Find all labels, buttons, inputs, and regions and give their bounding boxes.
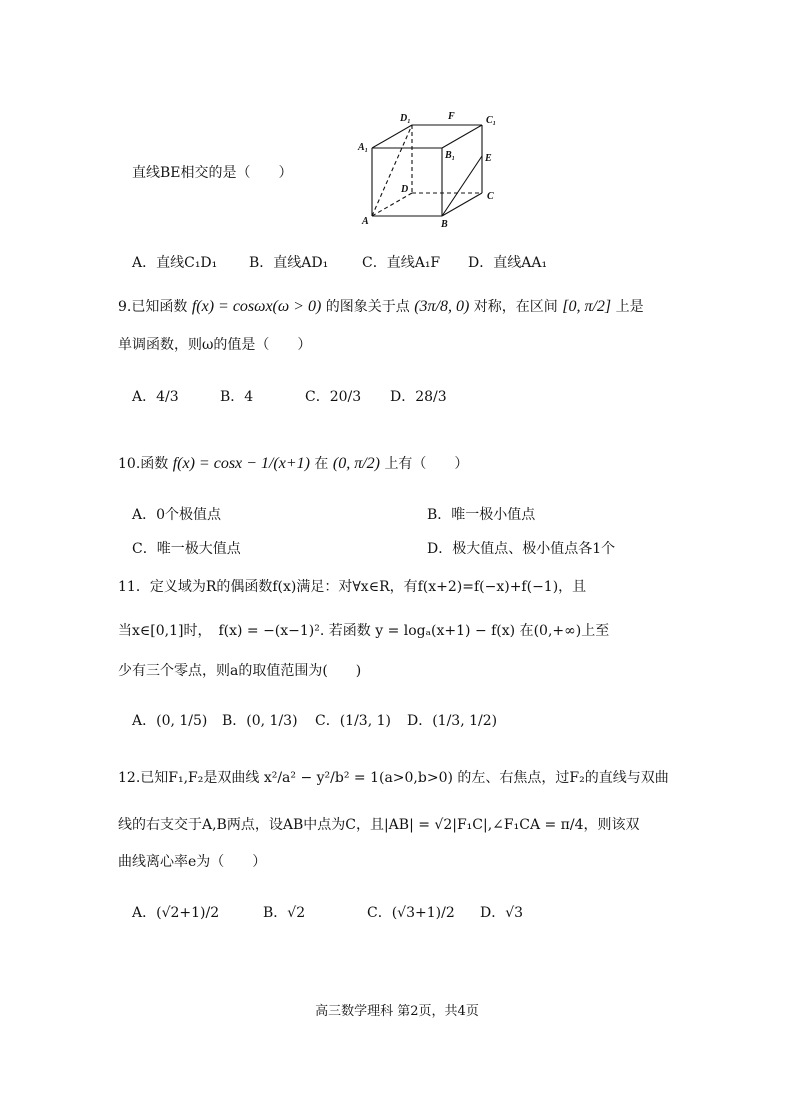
q9-option-b[interactable]: B．4 xyxy=(220,389,254,405)
q11-line2: 当x∈[0,1]时， f(x) = −(x−1)². 若函数 y = logₐ(x+1) − f(x) 在(0,+∞)上至 xyxy=(118,623,610,639)
q10-line1 xyxy=(118,453,468,473)
q12-option-c[interactable]: C．(√3+1)/2 xyxy=(367,905,455,921)
q12-line3: 曲线离心率e为（ ） xyxy=(118,854,267,870)
q8-option-c[interactable]: C．直线A₁F xyxy=(362,255,441,271)
label-D1: D₁ xyxy=(400,113,411,124)
q8-option-d[interactable]: D．直线AA₁ xyxy=(468,255,548,271)
label-A1: A₁ xyxy=(358,142,369,153)
q12-option-a[interactable]: A．(√2+1)/2 xyxy=(132,905,220,921)
q11-option-d[interactable]: D．(1/3, 1/2) xyxy=(407,713,498,729)
q8-option-b[interactable]: B．直线AD₁ xyxy=(249,255,329,271)
q10-text2: 在 xyxy=(314,456,329,472)
q12-line2: 线的右支交于A,B两点，设AB中点为C，且|AB| = √2|F₁C|,∠F₁CA = π/4，则该双 xyxy=(118,817,640,833)
q11-line3: 少有三个零点，则a的取值范围为( ) xyxy=(118,663,362,679)
q10-func: f(x) = cosx − 1/(x+1) xyxy=(172,455,310,472)
label-F: F xyxy=(448,111,455,122)
label-B1: B₁ xyxy=(445,150,456,161)
q9-text1: 已知函数 xyxy=(131,299,188,315)
q11-option-b[interactable]: B．(0, 1/3) xyxy=(222,713,298,729)
label-C1: C₁ xyxy=(486,115,497,126)
q12-line1: 12.已知F₁,F₂是双曲线 x²/a² − y²/b² = 1(a>0,b>0) 的左、右焦点，过F₂的直线与双曲 xyxy=(118,770,669,786)
q10-label: 10. xyxy=(118,456,141,472)
q10-option-b[interactable]: B．唯一极小值点 xyxy=(427,507,536,523)
q9-interval: [0, π/2] xyxy=(562,298,612,315)
q10-option-c[interactable]: C．唯一极大值点 xyxy=(132,541,241,557)
q11-option-c[interactable]: C．(1/3, 1) xyxy=(315,713,391,729)
q10-option-d[interactable]: D．极大值点、极小值点各1个 xyxy=(427,541,616,557)
cube-figure xyxy=(356,108,506,230)
q10-text3: 上有（ ） xyxy=(384,456,469,472)
page-footer: 高三数学理科 第2页，共4页 xyxy=(315,1004,479,1019)
label-D: D xyxy=(401,184,409,195)
label-A: A xyxy=(362,216,369,227)
q11-option-a[interactable]: A．(0, 1/5) xyxy=(132,713,208,729)
q12-option-b[interactable]: B．√2 xyxy=(263,905,306,921)
q9-line1 xyxy=(118,296,644,316)
q9-text2: 的图象关于点 xyxy=(325,299,410,315)
q8-stem-tail: 直线BE相交的是（ ） xyxy=(132,165,293,181)
q10-text1: 函数 xyxy=(140,456,169,472)
q10-interval: (0, π/2) xyxy=(332,455,380,472)
q11-line1: 11．定义域为R的偶函数f(x)满足：对∀x∈R，有f(x+2)=f(−x)+f(−1)，且 xyxy=(118,579,587,595)
q9-option-c[interactable]: C．20/3 xyxy=(305,389,362,405)
q9-option-a[interactable]: A．4/3 xyxy=(132,389,179,405)
q9-point: (3π/8, 0) xyxy=(414,298,470,315)
q9-text4: 上是 xyxy=(615,299,644,315)
q9-func: f(x) = cosωx(ω > 0) xyxy=(191,298,322,315)
q8-option-a[interactable]: A．直线C₁D₁ xyxy=(132,255,218,271)
label-C: C xyxy=(487,191,494,202)
q9-text3: 对称，在区间 xyxy=(473,299,558,315)
q9-label: 9. xyxy=(118,299,132,315)
label-B: B xyxy=(441,219,448,230)
q10-option-a[interactable]: A．0个极值点 xyxy=(132,507,222,523)
q12-option-d[interactable]: D．√3 xyxy=(480,905,524,921)
q9-option-d[interactable]: D．28/3 xyxy=(390,389,447,405)
q9-line2: 单调函数，则ω的值是（ ） xyxy=(118,337,312,353)
label-E: E xyxy=(485,153,492,164)
